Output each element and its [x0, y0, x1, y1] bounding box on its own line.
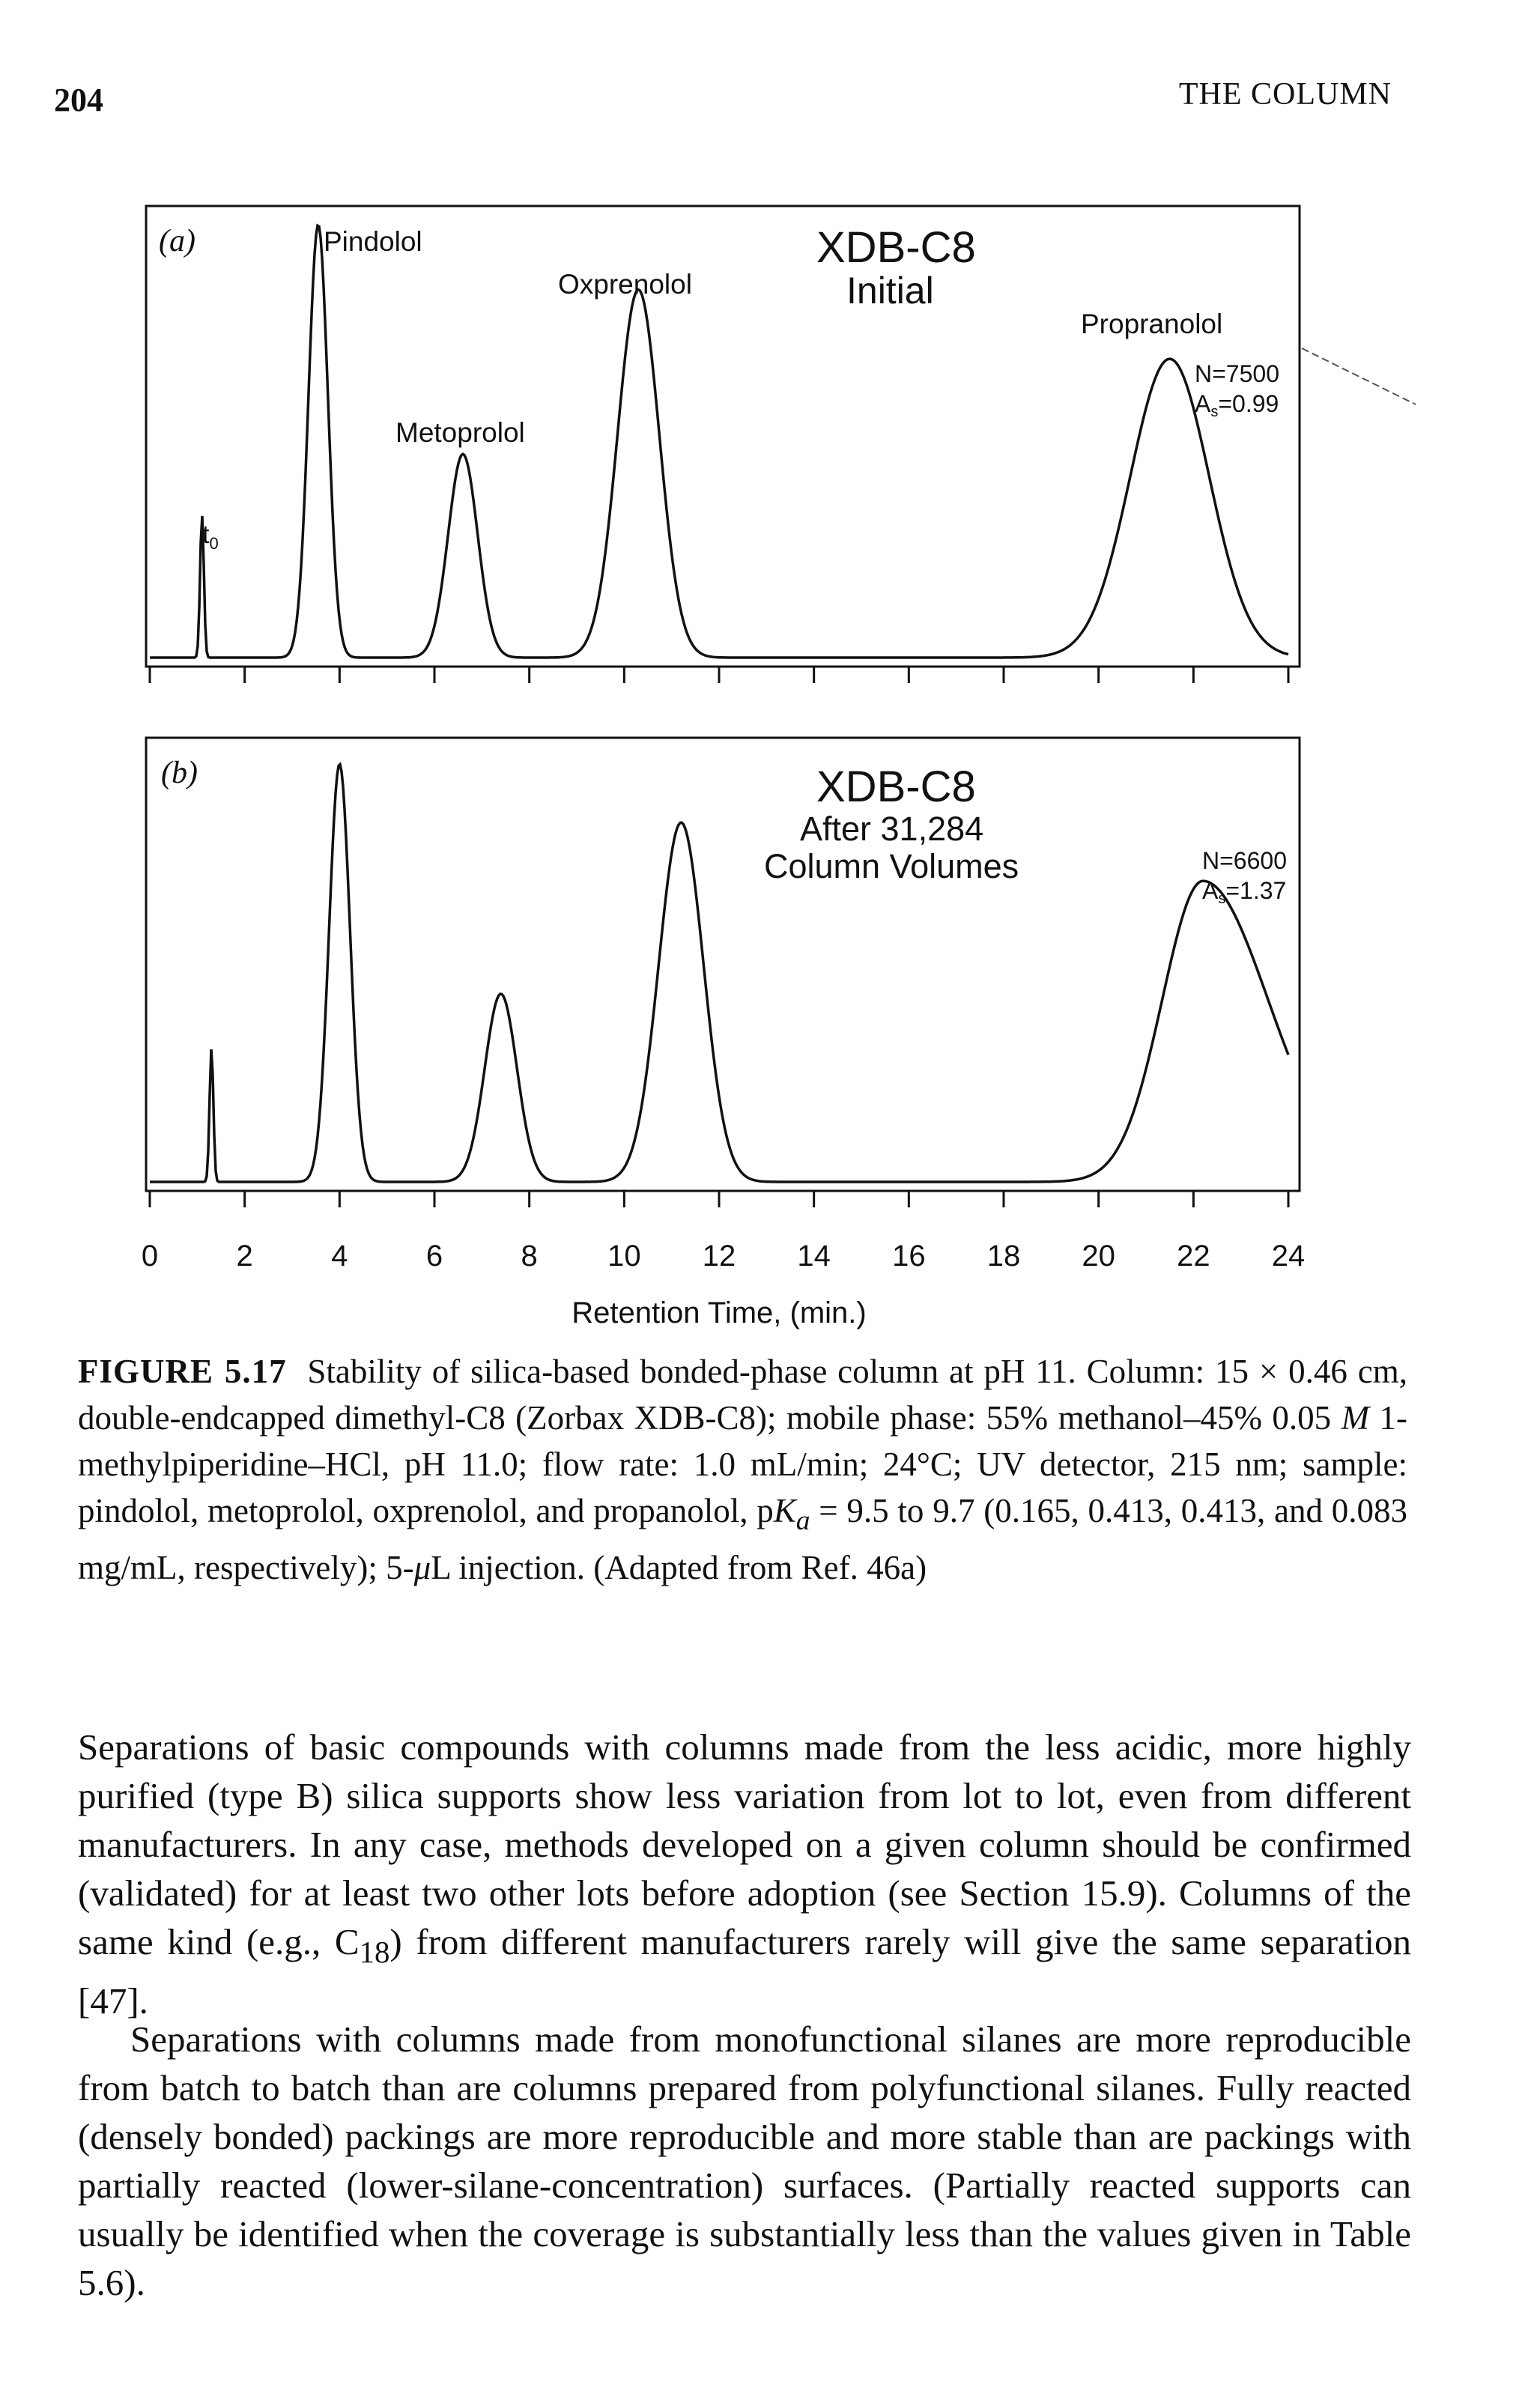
- para1-text-a: Separations of basic compounds with columns made from the less acidic, more highly purified (type B) silica supports show less variation from lot to lot, even from different manufacturers. In any case, methods developed on a given column should be confirmed (validated) for at least two other lots before adoption (see Section 15.9). Columns of the same kind (e.g., C: [78, 1726, 1411, 1962]
- x-tick-label: 2: [236, 1240, 253, 1273]
- peak-label-pindolol-a: Pindolol: [324, 226, 422, 257]
- panel-b-title-line3: Column Volumes: [764, 847, 1019, 885]
- plate-count-a: N=7500: [1195, 360, 1279, 387]
- panel-a-label: (a): [159, 224, 195, 258]
- x-tick-label: 12: [702, 1240, 736, 1273]
- x-axis-label: Retention Time, (min.): [572, 1297, 867, 1329]
- x-axis-tick-labels: [142, 1240, 1305, 1273]
- panel-b-title-line2: After 31,284: [800, 810, 984, 848]
- body-paragraph-1: [78, 1723, 1411, 2025]
- body-paragraph-2: Separations with columns made from monofunctional silanes are more reproducible from batch to batch than are columns prepared from polyfunctional silanes. Fully reacted (densely bonded) packings are more reproducible and more stable than are packings with partially reacted (lower-silane-concentration) surfaces. (Partially reacted supports can usually be identified when the coverage is substantially less than the values given in Table 5.6).: [78, 2019, 1411, 2303]
- panel-b-label: (b): [161, 756, 198, 790]
- x-tick-label: 10: [607, 1240, 641, 1273]
- para1-subscript: 18: [359, 1935, 390, 1969]
- panel-a-title-line2: Initial: [846, 270, 934, 312]
- panel-b-ticks: [150, 1191, 1288, 1207]
- asymmetry-a: As=0.99: [1195, 390, 1279, 420]
- peak-label-metoprolol-a: Metoprolol: [395, 417, 525, 448]
- caption-pk-k: K: [773, 1492, 796, 1529]
- plate-count-b: N=6600: [1202, 847, 1287, 874]
- x-tick-label: 14: [797, 1240, 831, 1273]
- x-tick-label: 22: [1177, 1240, 1210, 1273]
- panel-a-trace: [150, 225, 1288, 658]
- caption-text-2: 1-methylpiperidine–HCl, pH 11.0; flow rate: 1.0 mL/min; 24°C; UV detector, 215 nm; sample: pindolol, metoprolol, oxprenolol, and propanolol, p: [78, 1399, 1408, 1529]
- peak-label-propranolol-a: Propranolol: [1081, 309, 1223, 339]
- figure-caption: [78, 1348, 1407, 1591]
- x-tick-label: 16: [892, 1240, 926, 1273]
- caption-pk-sub: a: [795, 1505, 810, 1536]
- caption-text-1: Stability of silica-based bonded-phase column at pH 11. Column: 15 × 0.46 cm, double-endcapped dimethyl-C8 (Zorbax XDB-C8); mobile phase: 55% methanol–45% 0.05: [78, 1353, 1408, 1437]
- figure-caption-lead: FIGURE 5.17: [78, 1353, 287, 1390]
- x-tick-label: 4: [331, 1240, 348, 1273]
- panel-a-decoration-line: [1302, 348, 1416, 404]
- asymmetry-b: As=1.37: [1202, 877, 1287, 907]
- para1-text-b: ) from different manufacturers rarely will give the same separation [47].: [78, 1921, 1412, 2022]
- x-tick-label: 24: [1271, 1240, 1306, 1273]
- x-tick-label: 8: [521, 1240, 538, 1273]
- panel-a-ticks: [150, 667, 1288, 683]
- panel-a-title-line1: XDB-C8: [816, 223, 976, 272]
- x-tick-label: 6: [425, 1240, 443, 1273]
- running-head: THE COLUMN: [1178, 77, 1392, 112]
- x-tick-label: 18: [986, 1240, 1021, 1273]
- caption-mu: μ: [413, 1549, 431, 1586]
- panel-b-title-line1: XDB-C8: [816, 762, 976, 811]
- peak-label-oxprenolol-a: Oxprenolol: [558, 269, 692, 300]
- caption-molar: M: [1341, 1399, 1370, 1437]
- caption-text-4: L injection. (Adapted from Ref. 46a): [431, 1549, 927, 1586]
- t0-label-a: $t_0$: [202, 521, 219, 553]
- panel-a-frame: [146, 206, 1300, 667]
- page-number: 204: [54, 82, 103, 118]
- panel-b-trace: [150, 765, 1288, 1182]
- x-tick-label: 0: [141, 1240, 159, 1273]
- x-tick-label: 20: [1082, 1240, 1115, 1273]
- caption-text-3: = 9.5 to 9.7 (0.165, 0.413, 0.413, and 0.083 mg/mL, respectively); 5-: [78, 1492, 1407, 1586]
